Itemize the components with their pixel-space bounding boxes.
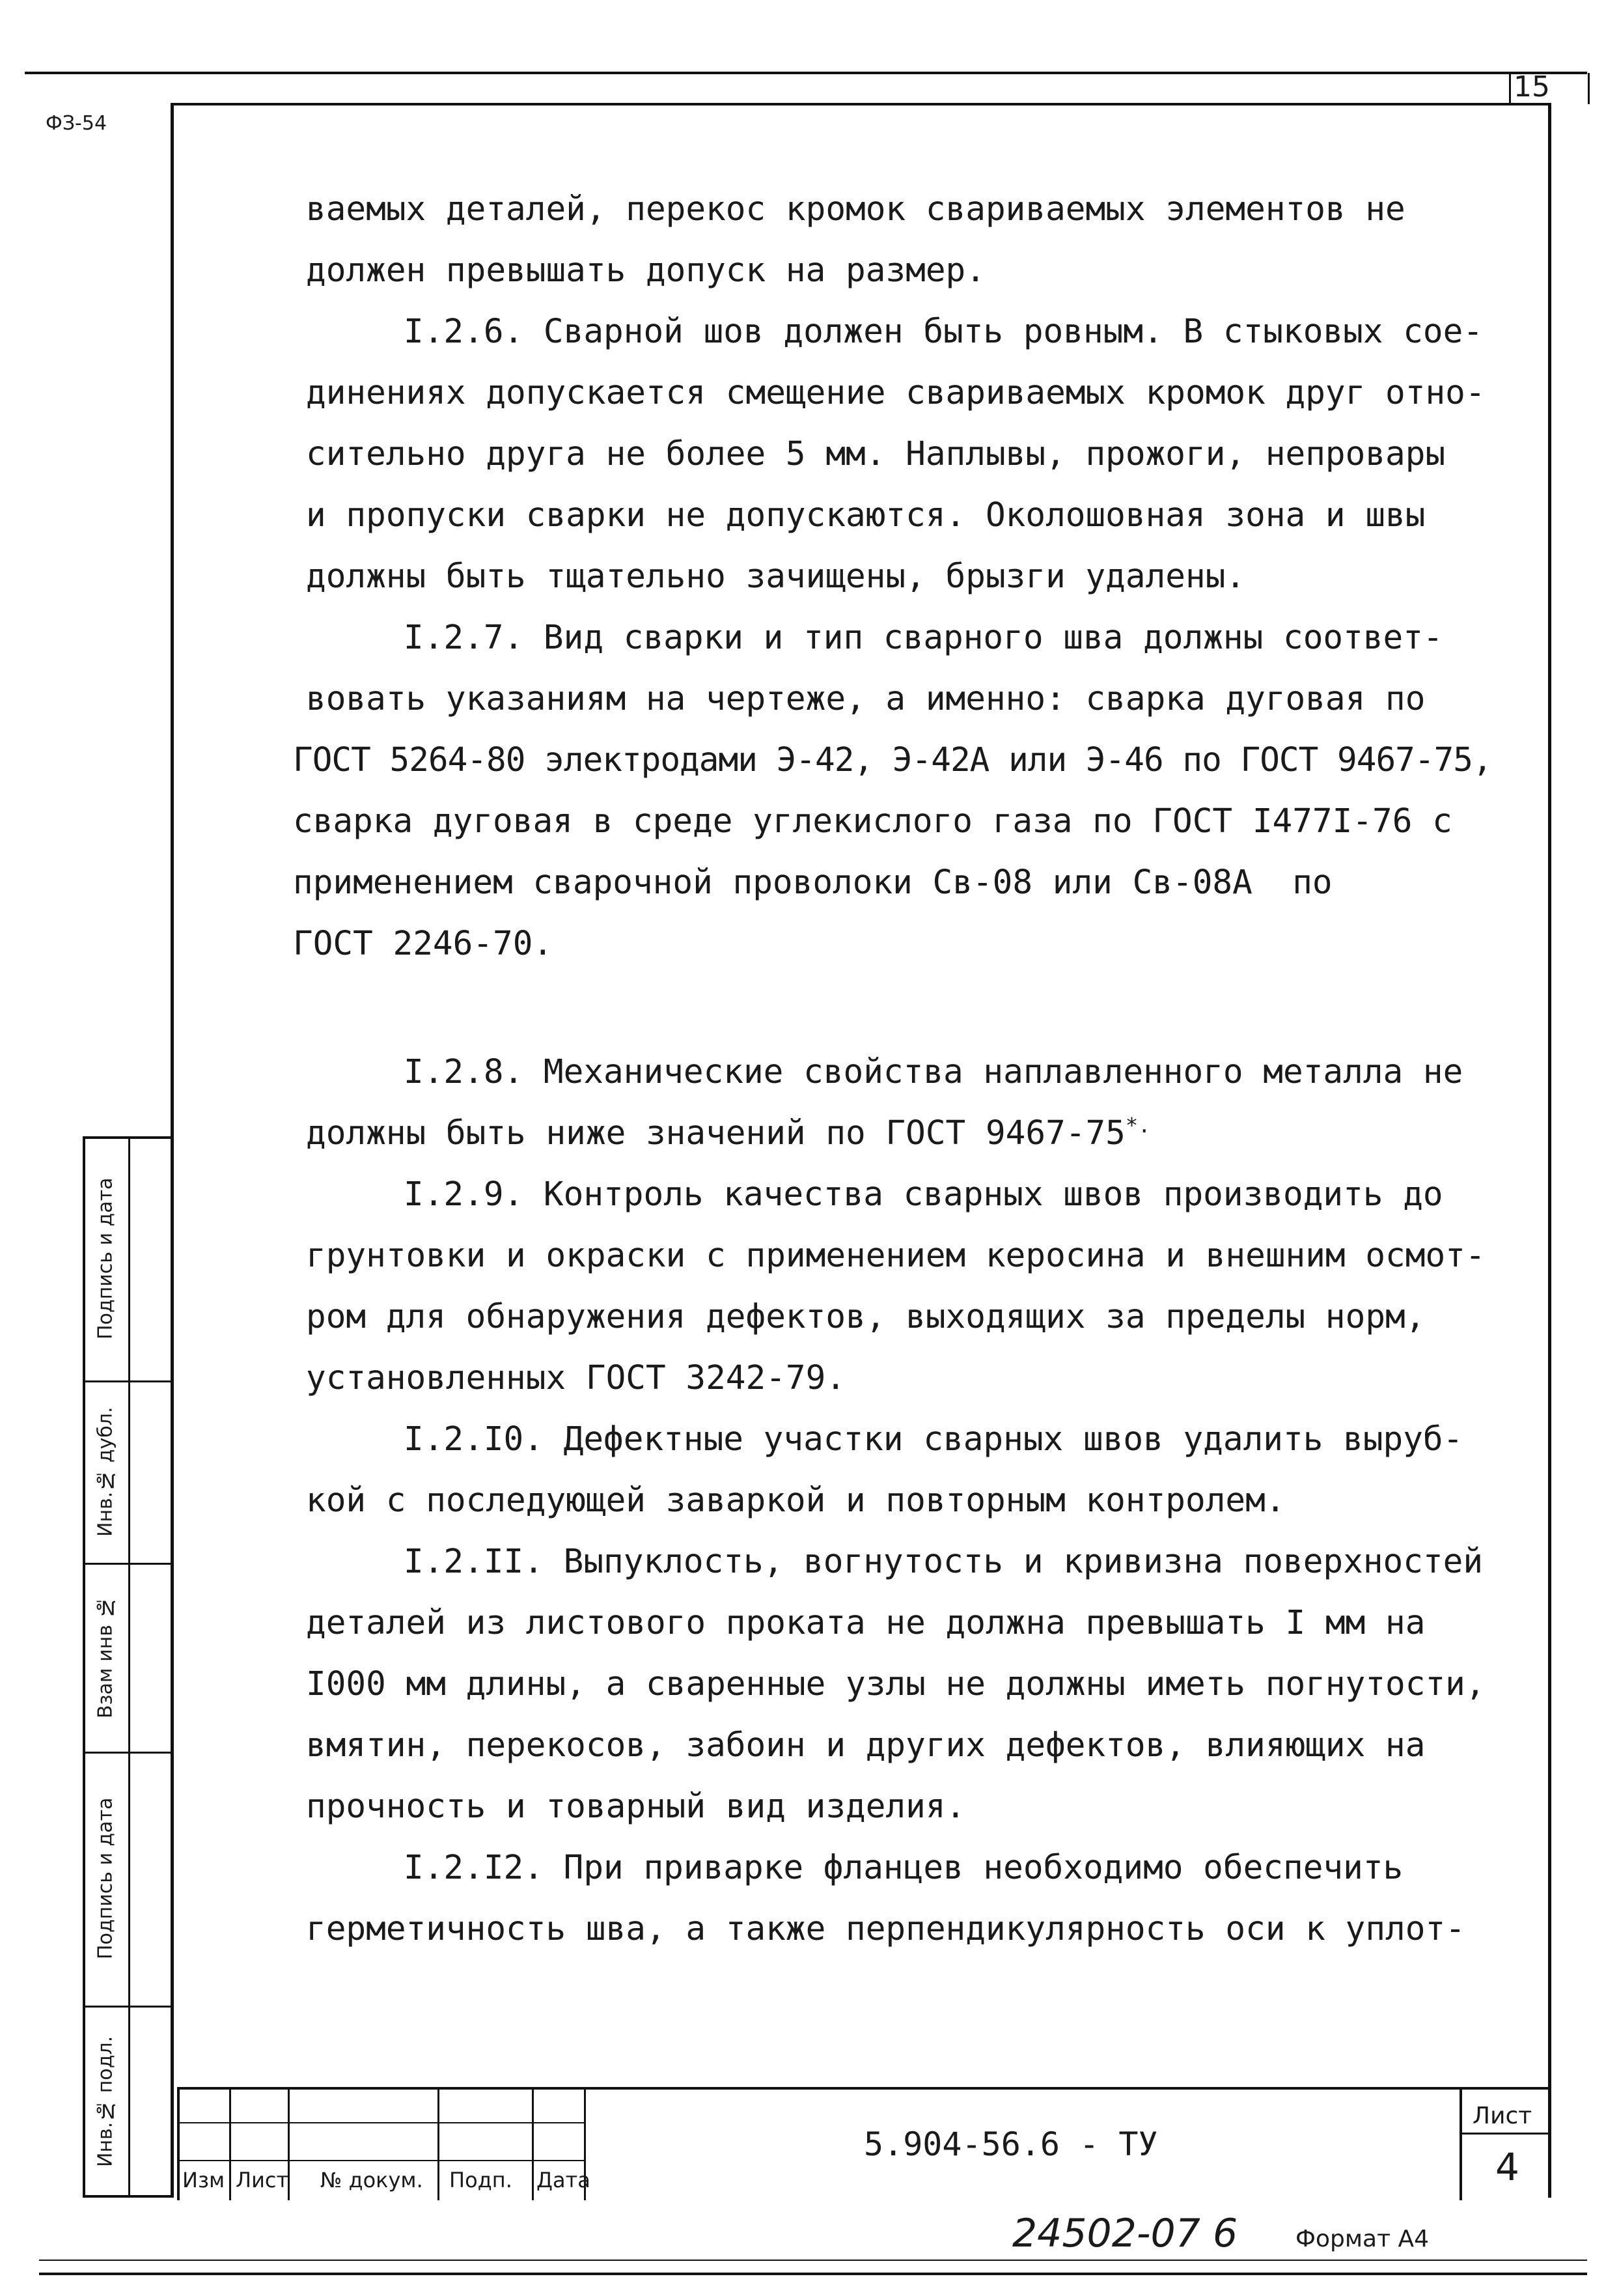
- title-block: [177, 2087, 1548, 2200]
- inventory-number: 24502-07 6: [1012, 2211, 1238, 2256]
- text-line: I.2.I2. При приварке фланцев необходимо обеспечить: [404, 1849, 1404, 1887]
- text-line: I000 мм длины, а сваренные узлы не должны иметь погнутости,: [306, 1665, 1486, 1703]
- form-code: ФЗ-54: [46, 112, 107, 135]
- text-line: вовать указаниям на чертеже, а именно: сварка дуговая по: [306, 680, 1426, 718]
- title-block-col-doc-number: № докум.: [320, 2168, 423, 2192]
- text-line: установленных ГОСТ 3242-79.: [306, 1359, 846, 1397]
- strip-label-signature-date-2: Подпись и дата: [94, 1797, 117, 1960]
- frame-right-border: [1548, 104, 1551, 2198]
- text-line: I.2.7. Вид сварки и тип сварного шва должны соответ-: [404, 619, 1443, 657]
- superscript-asterisk: *.: [1125, 1113, 1151, 1138]
- strip-label-signature-date: Подпись и дата: [94, 1177, 117, 1339]
- document-body-continued: [306, 1042, 1530, 1960]
- text-line: деталей из листового проката не должна превышать I мм на: [306, 1604, 1426, 1642]
- text-line: и пропуски сварки не допускаются. Околошовная зона и швы: [306, 496, 1426, 535]
- text-line: динениях допускается смещение свариваемых кромок друг отно-: [306, 374, 1486, 412]
- text-line: [306, 1103, 1530, 1164]
- footer-line: [39, 2260, 1587, 2261]
- sheet-number: 4: [1495, 2145, 1519, 2189]
- text-line: вмятин, перекосов, забоин и других дефектов, влияющих на: [306, 1726, 1426, 1765]
- text-line-part: должны быть ниже значений по ГОСТ 9467-75: [306, 1114, 1126, 1153]
- strip-label-original-inventory: Инв.№ подл.: [94, 2036, 117, 2168]
- text-line: герметичность шва, а также перпендикулярность оси к уплот-: [306, 1910, 1465, 1948]
- sheet-corner-number: 15: [1514, 70, 1550, 104]
- text-line: ваемых деталей, перекос кромок свариваемых элементов не: [306, 190, 1405, 229]
- document-designation: 5.904-56.6 - ТУ: [864, 2125, 1158, 2163]
- strip-label-replacement-inventory: Взам инв №: [94, 1595, 117, 1719]
- footer-line-bold: [39, 2273, 1587, 2275]
- left-strip-labels: [83, 1136, 128, 2198]
- text-line: грунтовки и окраски с применением керосина и внешним осмот-: [306, 1237, 1486, 1275]
- frame-left-border: [171, 104, 174, 2198]
- text-line: прочность и товарный вид изделия.: [306, 1787, 966, 1826]
- title-block-col-signature: Подп.: [449, 2168, 512, 2192]
- title-block-col-date: Дата: [536, 2168, 590, 2192]
- strip-label-duplicate-inventory: Инв.№ дубл.: [94, 1407, 117, 1537]
- text-line: должен превышать допуск на размер.: [306, 251, 986, 290]
- text-line: I.2.9. Контроль качества сварных швов производить до: [404, 1175, 1443, 1214]
- format-label: Формат А4: [1295, 2226, 1430, 2252]
- text-line: ром для обнаружения дефектов, выходящих за пределы норм,: [306, 1298, 1426, 1336]
- title-block-col-change: Изм: [182, 2168, 225, 2192]
- text-line: ГОСТ 5264-80 электродами Э-42, Э-42А или Э-46 по ГОСТ 9467-75,: [293, 741, 1492, 779]
- text-line: применением сварочной проволоки Св-08 или Св-08А по: [293, 863, 1333, 902]
- text-line: I.2.8. Механические свойства наплавленного металла не: [404, 1053, 1463, 1091]
- text-line: I.2.I0. Дефектные участки сварных швов удалить выруб-: [404, 1420, 1463, 1459]
- text-line: кой с последующей заваркой и повторным контролем.: [306, 1481, 1286, 1520]
- sheet-label: Лист: [1473, 2103, 1532, 2129]
- document-body: [293, 179, 1530, 975]
- text-line: сительно друга не более 5 мм. Наплывы, прожоги, непровары: [306, 435, 1446, 473]
- text-line: должны быть тщательно зачищены, брызги удалены.: [306, 557, 1246, 596]
- text-line: сварка дуговая в среде углекислого газа по ГОСТ I477I-76 с: [293, 802, 1452, 841]
- text-line: I.2.II. Выпуклость, вогнутость и кривизна поверхностей: [404, 1543, 1484, 1581]
- frame-top-border: [25, 72, 1587, 74]
- text-line: ГОСТ 2246-70.: [293, 925, 553, 963]
- text-line: I.2.6. Сварной шов должен быть ровным. В стыковых сое-: [404, 313, 1484, 351]
- title-block-col-sheet: Лист: [236, 2168, 289, 2192]
- frame-inner-top-border: [171, 103, 1551, 105]
